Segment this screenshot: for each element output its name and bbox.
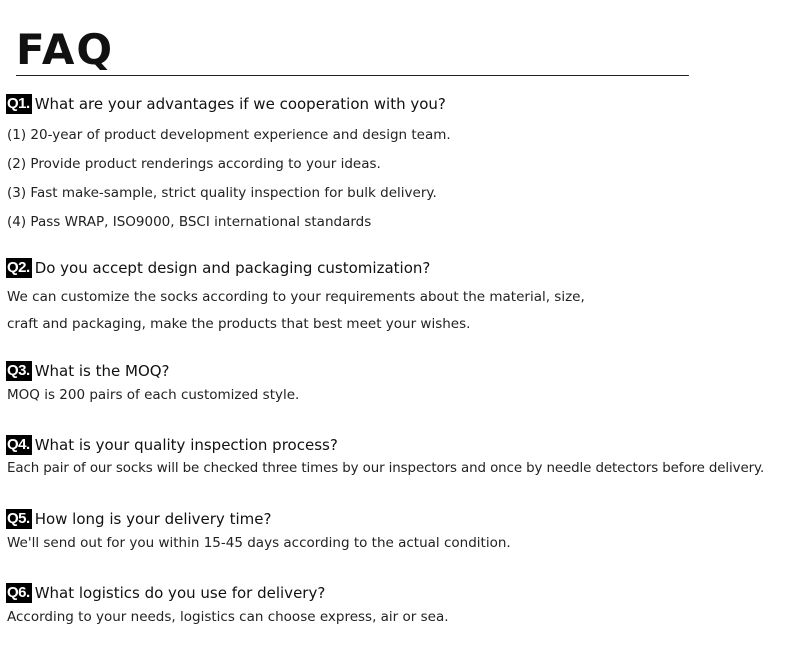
answer-line: (3) Fast make-sample, strict quality inspection for bulk delivery.	[7, 185, 437, 201]
question-number-badge: Q3.	[7, 362, 30, 379]
answer-line: craft and packaging, make the products that best meet your wishes.	[7, 316, 471, 332]
question-line	[6, 582, 790, 604]
question-text: How long is your delivery time?	[34, 510, 272, 528]
faq-item	[6, 257, 790, 333]
title-divider	[16, 75, 689, 76]
question-text: What is your quality inspection process?	[34, 436, 338, 454]
page-title: FAQ	[16, 25, 115, 74]
question-text: What are your advantages if we cooperation with you?	[34, 95, 446, 113]
question-line	[6, 93, 790, 115]
answer-line: According to your needs, logistics can choose express, air or sea.	[7, 609, 449, 625]
question-number-badge: Q5.	[7, 510, 30, 527]
question-text: What is the MOQ?	[34, 362, 170, 380]
question-number-badge: Q2.	[7, 259, 30, 276]
faq-item	[6, 582, 790, 626]
question-number-badge: Q6.	[7, 584, 30, 601]
question-line	[6, 360, 790, 382]
faq-item	[6, 360, 790, 404]
question-text: Do you accept design and packaging customization?	[34, 259, 431, 277]
faq-item	[6, 93, 790, 231]
answer-line: Each pair of our socks will be checked three times by our inspectors and once by needle detectors before delivery.	[7, 461, 765, 476]
question-text: What logistics do you use for delivery?	[34, 584, 326, 602]
question-line	[6, 508, 790, 530]
answer-line: (4) Pass WRAP, ISO9000, BSCI international standards	[7, 214, 372, 230]
answer-line: (1) 20-year of product development experience and design team.	[7, 127, 451, 143]
question-number-badge: Q4.	[7, 436, 30, 453]
answer-line: MOQ is 200 pairs of each customized style.	[7, 387, 300, 403]
question-number-badge: Q1.	[7, 95, 30, 112]
answer-line: We can customize the socks according to your requirements about the material, size,	[7, 289, 585, 305]
question-line	[6, 257, 790, 279]
faq-item	[6, 434, 790, 478]
question-line	[6, 434, 790, 456]
faq-item	[6, 508, 790, 552]
answer-line: We'll send out for you within 15-45 days according to the actual condition.	[7, 535, 511, 551]
answer-line: (2) Provide product renderings according to your ideas.	[7, 156, 381, 172]
